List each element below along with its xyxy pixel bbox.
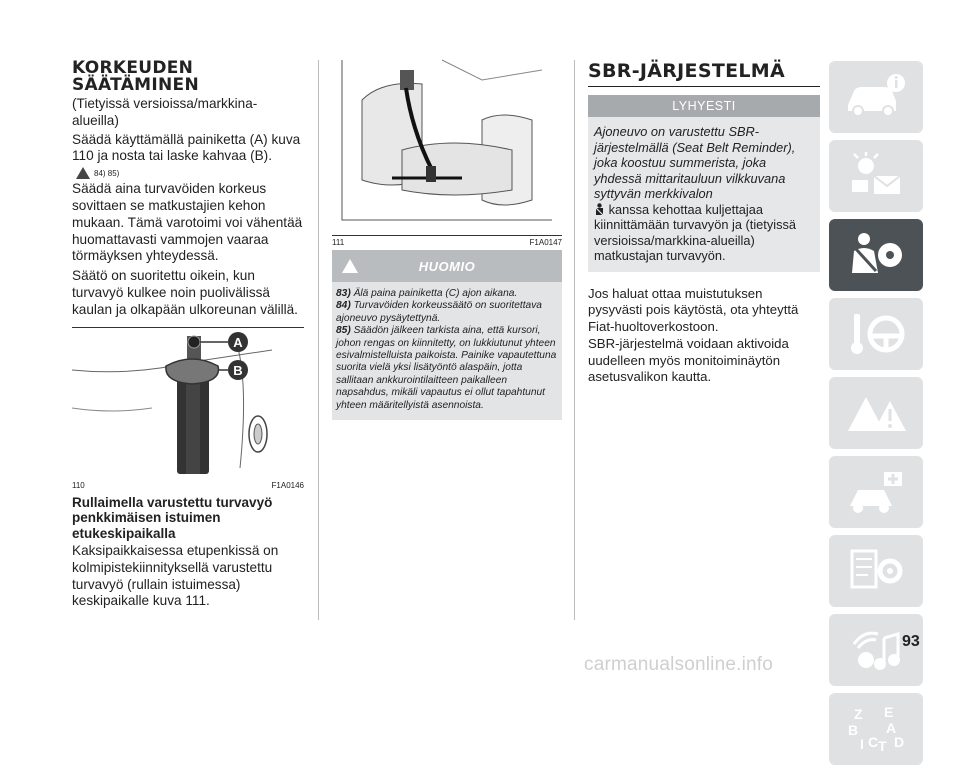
middle-column	[332, 60, 562, 420]
summary-title: LYHYESTI	[672, 99, 736, 113]
note-number: 84)	[336, 300, 351, 312]
index-letter: D	[894, 734, 905, 750]
left-column	[72, 60, 304, 610]
warning-notice-title: HUOMIO	[418, 258, 476, 274]
note-number: 83)	[336, 288, 351, 299]
title-rule	[588, 86, 820, 87]
note-85	[336, 325, 558, 412]
paragraph-reactivate: SBR-järjestelmä voidaan aktivoida uudelleen myös monitoiminäytön asetusvalikon kautta.	[588, 335, 789, 385]
figure-110	[72, 327, 304, 490]
tab-starting[interactable]	[829, 298, 923, 370]
figure-code: F1A0146	[271, 480, 304, 490]
dashboard-warning-icon	[844, 150, 908, 202]
warning-notice-header	[332, 250, 562, 282]
label-b: B	[233, 362, 243, 378]
warning-refs-text: 84) 85)	[94, 168, 120, 178]
tab-index[interactable]	[829, 693, 923, 765]
note-number: 85)	[336, 325, 351, 337]
section-title-sbr: SBR-JÄRJESTELMÄ	[588, 60, 785, 82]
section-title-line2: SÄÄTÄMINEN	[72, 75, 199, 95]
index-letter: I	[860, 736, 864, 752]
tab-dashboard[interactable]	[829, 140, 923, 212]
right-column	[588, 60, 820, 386]
paragraph-center-seat: Kaksipaikkaisessa etupenkissä on kolmipistekiinnityksellä varustettu turvavyö (rullain istuimessa) keskipaikalle kuva 111.	[72, 543, 279, 609]
maintenance-icon	[844, 545, 908, 597]
figure-111	[332, 60, 562, 248]
warning-notice	[332, 250, 562, 420]
warning-refs	[76, 167, 304, 179]
paragraph-adjust: Säädä käyttämällä painiketta (A) kuva 110 ja nosta tai laske kahvaa (B).	[72, 131, 301, 164]
index-icon	[844, 703, 908, 755]
note-83	[336, 288, 558, 300]
column-divider	[318, 60, 319, 620]
watermark: carmanualsonline.info	[584, 654, 774, 675]
seatbelt-warning-icon	[594, 203, 605, 216]
note-84	[336, 300, 558, 325]
warning-triangle-icon	[342, 259, 358, 273]
figure-111-rule	[332, 235, 562, 236]
key-steering-icon	[844, 308, 908, 360]
tab-emergency[interactable]	[829, 456, 923, 528]
summary-text: kanssa kehottaa kuljettajaa kiinnittämään turvavyön ja (tietyissä versioissa/markkina-alueilla) matkustajan turvavyön.	[594, 201, 796, 263]
note-text: Älä paina painiketta (C) ajon aikana.	[353, 288, 518, 299]
chapter-tabs	[829, 61, 923, 772]
tab-car-info[interactable]	[829, 61, 923, 133]
section-title	[72, 60, 304, 94]
figure-110-caption	[72, 481, 304, 490]
multimedia-icon	[844, 624, 908, 676]
figure-111-caption	[332, 238, 562, 247]
road-warning-icon	[844, 387, 908, 439]
paragraph-versions: (Tietyissä versioissa/markkina-alueilla)	[72, 96, 258, 128]
summary-text-block	[594, 202, 814, 264]
warning-triangle-icon	[76, 167, 90, 179]
label-a: A	[233, 334, 243, 350]
summary-italic-text: Ajoneuvo on varustettu SBR-järjestelmällä (Seat Belt Reminder), joka koostuu summerista, joka yhdessä mittaritauluun vilkkuvana syttyvän merkkivalon	[594, 124, 796, 201]
figure-number: 111	[332, 238, 345, 247]
section-title-line1: KORKEUDEN	[72, 58, 194, 78]
summary-box	[588, 117, 820, 272]
paragraph-correct-position: Säätö on suoritettu oikein, kun turvavyö kulkee noin puolivälissä kaulan ja olkapään ulkoreunan välillä.	[72, 268, 298, 317]
subsection-title: Rullaimella varustettu turvavyö penkkimäisen istuimen etukeskipaikalla	[72, 494, 273, 541]
note-text: Säädön jälkeen tarkista aina, että kursori, johon rengas on kiinnitetty, on lukkiutunut yhteen esivalmistelluista paikoista. Painike vapautettuna suorita vielä yksi lisätyöntö alaspäin, jotta sallitaan ankkurointilaitteen paikalleen napsahdus, mikäli vapautus ei ollut tapahtunut yhteen määritellyistä asennoista.	[336, 325, 557, 411]
seatbelt-height-illustration	[72, 328, 304, 474]
index-letter: B	[848, 722, 859, 738]
index-letter: C	[868, 734, 879, 750]
index-letter: E	[884, 704, 894, 720]
tab-maintenance[interactable]	[829, 535, 923, 607]
index-letter: A	[886, 720, 897, 736]
center-seat-belt-illustration	[332, 60, 562, 228]
figure-code: F1A0147	[529, 238, 562, 247]
paragraph-disable: Jos haluat ottaa muistutuksen pysyvästi pois käytöstä, ota yhteyttä Fiat-huoltoverkostoon.	[588, 285, 799, 335]
emergency-repair-icon	[844, 466, 908, 518]
figure-number: 110	[72, 480, 85, 490]
car-info-icon	[844, 71, 908, 123]
warning-notice-body	[332, 282, 562, 420]
paragraph-height-advice: Säädä aina turvavöiden korkeus sovittaen se matkustajien kehon mukaan. Tämä varotoimi voi vähentää huomattavasti vammojen vaaraa törmäyksen yhteydessä.	[72, 181, 303, 264]
note-text: Turvavöiden korkeussäätö on suoritettava ajoneuvo pysäytettynä.	[336, 300, 542, 324]
tab-road-warnings[interactable]	[829, 377, 923, 449]
index-letter: T	[878, 738, 887, 754]
index-letter: Z	[854, 706, 863, 722]
column-divider	[574, 60, 575, 620]
page-number: 93	[902, 633, 920, 650]
summary-header	[588, 95, 820, 117]
tab-safety[interactable]	[829, 219, 923, 291]
seatbelt-airbag-icon	[844, 229, 908, 281]
